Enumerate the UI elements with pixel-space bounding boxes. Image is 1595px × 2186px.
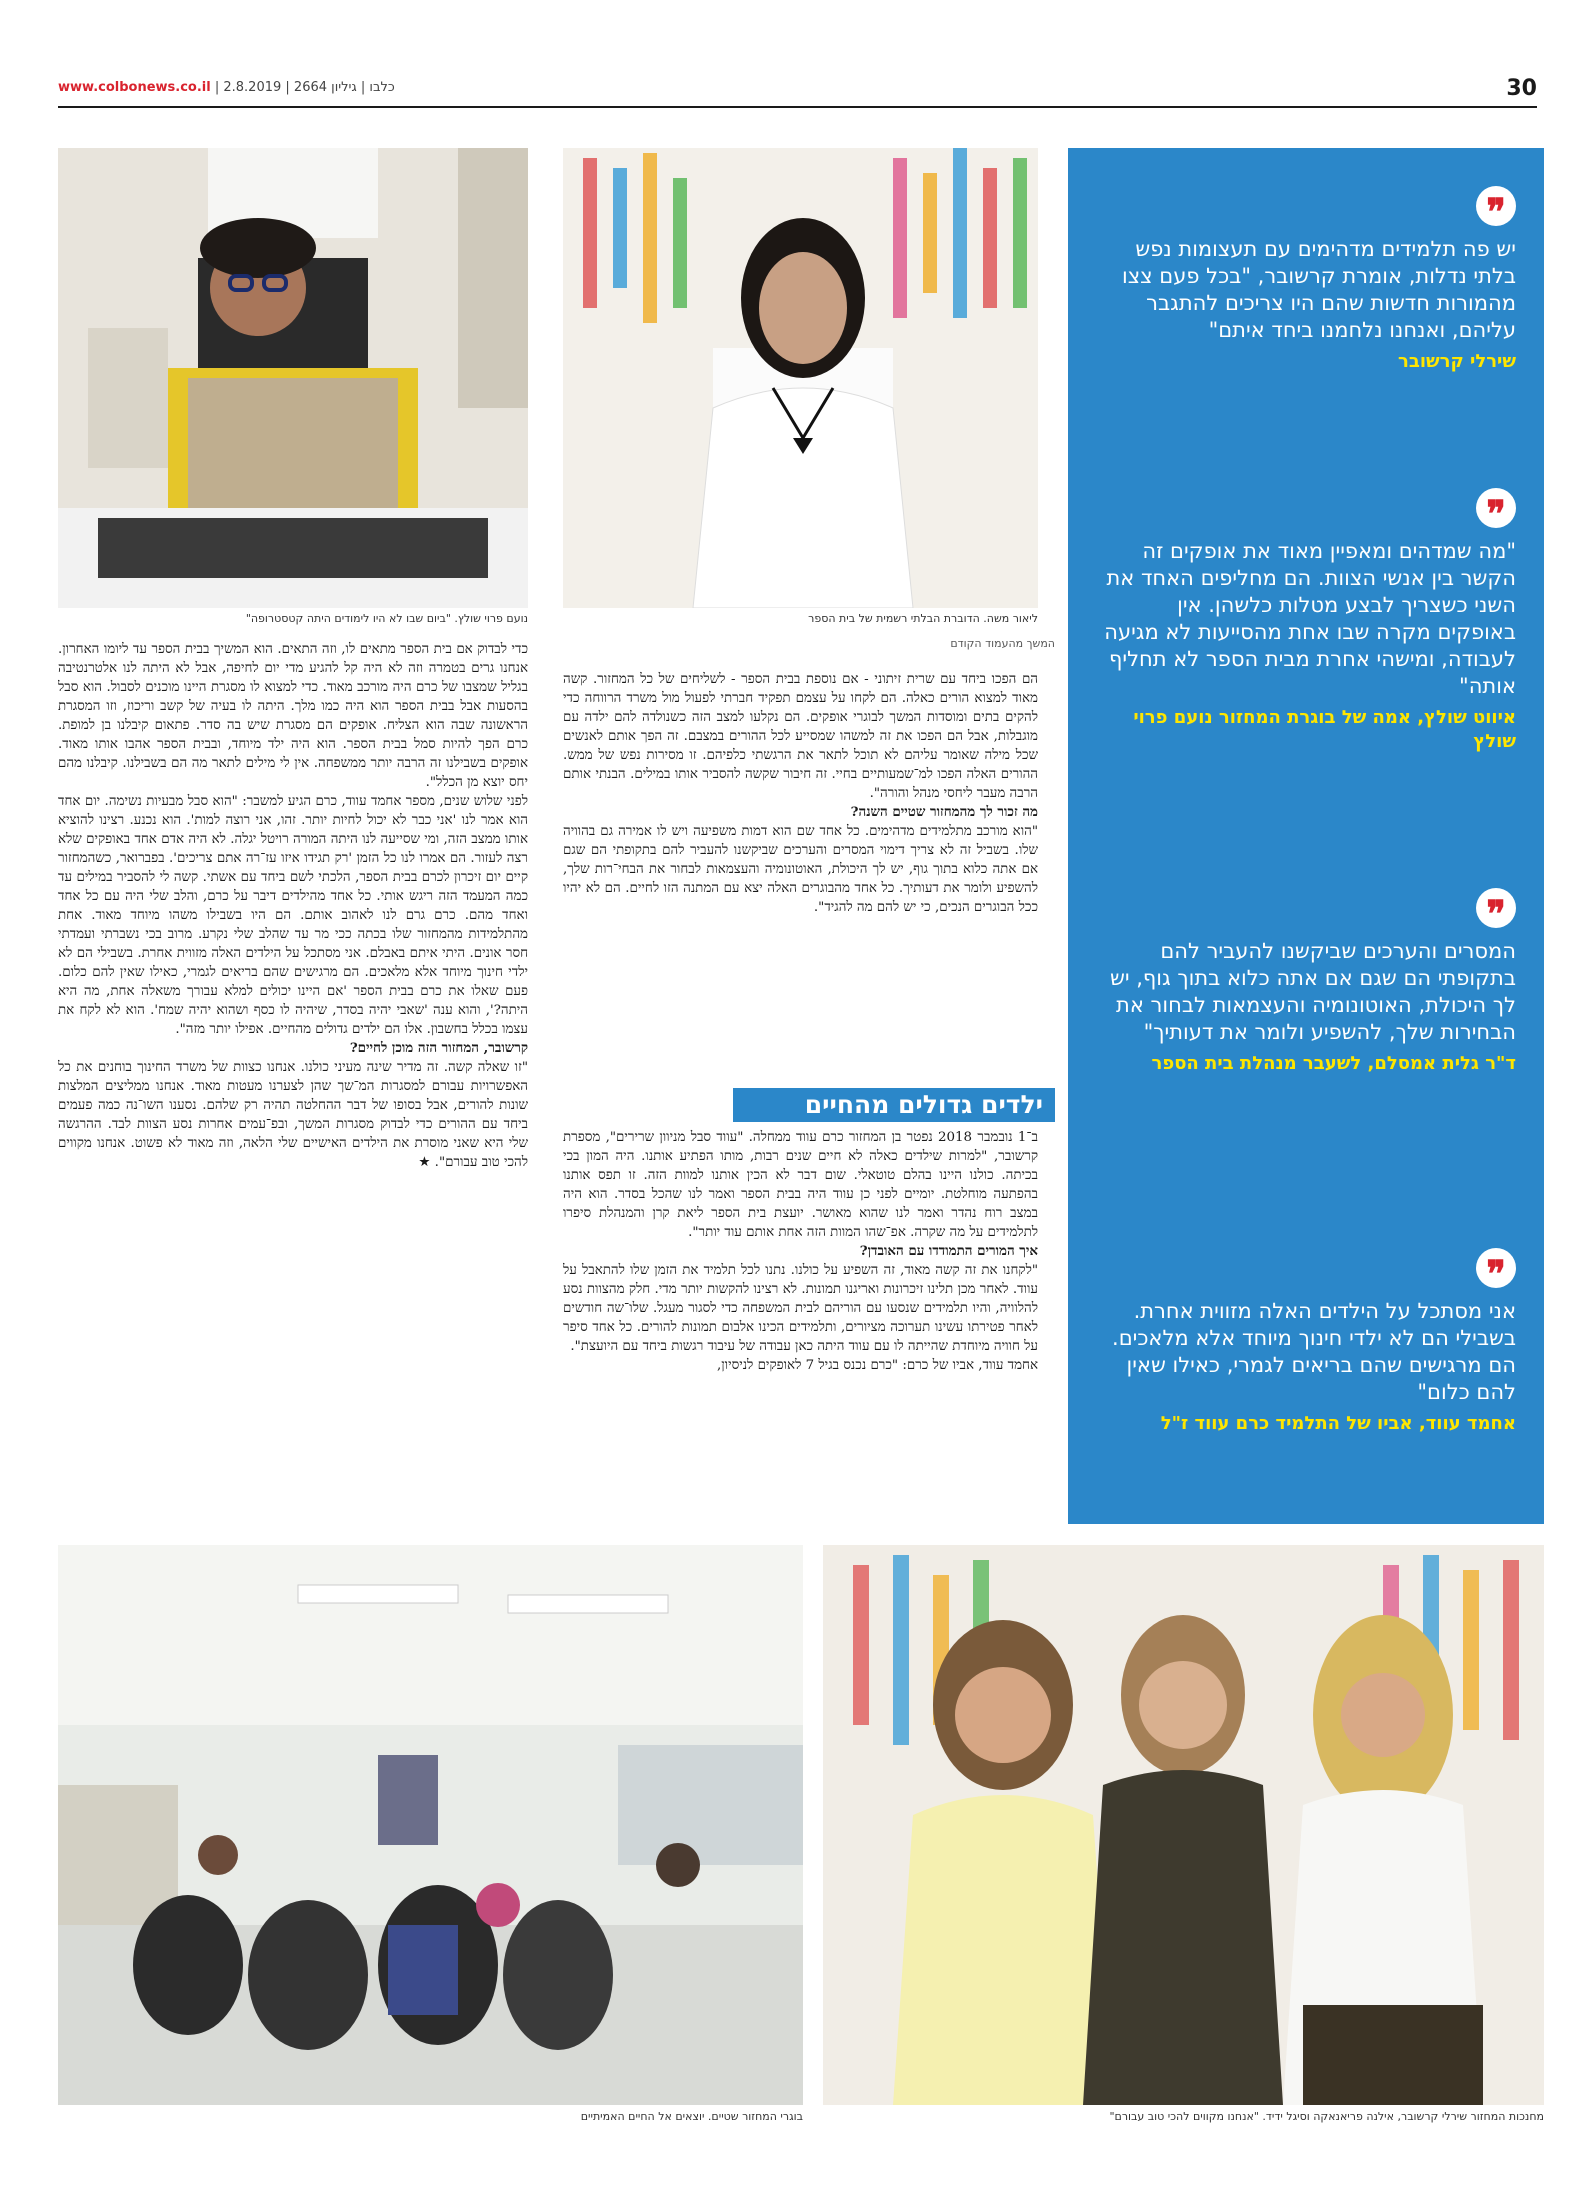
quote-mark-icon: ❞ bbox=[1476, 186, 1516, 226]
article-column-left bbox=[58, 640, 528, 1528]
paragraph: כדי לבדוק אם בית הספר מתאים לו, וזה התאים. הוא המשיך בבית הספר עד ליומו האחרון. אנחנו גרים בטמרה וזה לא היה קל להגיע מדי יום לחיפה, אבל לא היתה לנו אלטרנטיבה בגליל שמצבו של כרם היה מורכב מאוד. כדי למצוא לו מסגרת היינו מוכנים לסבול. הוא סבל בהסעות אבל בבית הספר הוא היה כמו מלך. היתה לו בעיה של קשב וריכוז, וזו המסגרת הראשונה שבה הוא הצליח. אופקים הם מסגרת שיש בה סדר. פתאום קיבלנו בן למופת. כרם הפך להיות סמל בבית הספר. הוא היה ילד מיוחד, ובבית הספר אהבו אותו מאוד. אופקים בשבילנו זה הרבה יותר ממשפחה. אין לי מילים לתאר מה הם בשבילנו. קיבלנו מהם יחס יוצא מן הכלל". bbox=[58, 642, 528, 790]
paragraph: "זו שאלה קשה. זה מדיר שינה מעיני כולנו. אנחנו כצוות של משרד החינוך בוחנים את כל האפשרויות עבורם למסגרות המ־שך שהן לצערנו מעטות מאוד. אנחנו ממליצים המלצות שונות להורים, אבל בסופו של דבר ההחלטה תהיה רק שלהם. נסענו השו־נה כמה פעמים ביחד עם ההורים כדי לבדוק מסגרות המשך, ובפ־עמים אחרות נסע הצוות לבד. ההרגשה שלי היא שאני מוסרת את הילדים האישיים שלי הלאה, וזה מאוד לא פשוט. אנחנו מקווים להכי טוב עבורם". ★ bbox=[58, 1060, 528, 1170]
pull-quote bbox=[1096, 186, 1516, 374]
article-column-middle bbox=[563, 670, 1038, 1090]
photo-teachers bbox=[823, 1545, 1544, 2105]
quote-mark-icon: ❞ bbox=[1476, 488, 1516, 528]
pull-quote bbox=[1096, 888, 1516, 1076]
quote-author: איווט שולץ, אמה של בוגרת המחזור נועם פרוי שולץ bbox=[1133, 707, 1516, 752]
page-number: 30 bbox=[1506, 76, 1537, 101]
interview-question: מה זכור לך מהמחזור שטיים השנה? bbox=[850, 804, 1038, 820]
pull-quote bbox=[1096, 1248, 1516, 1436]
caption-bottom-right: מחנכות המחזור שירלי קרשובר, אילנה פריאנאקה וסיגל ידיד. "אנחנו מקווים להכי טוב עבורם" bbox=[1109, 2110, 1544, 2123]
paragraph: "לקחנו את זה קשה מאוד, זה השפיע על כולנו. נתנו לכל תלמיד את הזמן שלו להתאבל על עווד. לאחר מכן תלינו זיכרונות ואריגנו תמונות. לא רצינו להקשות יותר מדי. חלק מהצוות נסע להלוויה, והיו תלמידים שנסעו עם הוריהם לבית המשפחה כדי לסגור מעגל. שלו־שה חודשים לאחר פטירתו עשינו תערוכה מציורים, ותלמידים הכינו אלבום תמונות להורים. כל אחד סיפר על חוויה מיוחדת שהייתה לו עם עווד היתה כאן עבודה של עיבוד רגשות ביחד עם היועצת". bbox=[563, 1263, 1038, 1354]
photo-student-weaving bbox=[58, 148, 528, 608]
article-column-middle-continued bbox=[563, 1128, 1038, 1528]
continued-note: המשך מהעמוד הקודם bbox=[950, 637, 1055, 650]
quotes-panel bbox=[1068, 148, 1544, 1524]
quote-author: אחמד עווד, אביו של התלמיד כרם עווד ז"ל bbox=[1160, 1413, 1516, 1434]
site-url[interactable]: www.colbonews.co.il bbox=[58, 80, 211, 95]
caption-bottom-left: בוגרי המחזור שטיים. יוצאים אל החיים האמיתיים bbox=[580, 2110, 803, 2123]
quote-author: שירלי קרשובר bbox=[1398, 351, 1516, 372]
quote-text: יש פה תלמידים מדהימים עם תעצומות נפש בלתי נדלות, אומרת קרשובר, "בכל פעם צצו מהמורות חדשות שהם היו צריכים להתגבר עליהם, ואנחנו נלחמנו ביחד איתם" bbox=[1121, 237, 1516, 342]
quote-author: ד"ר גלית אמסלם, לשעבר מנהלת בית הספר bbox=[1151, 1053, 1516, 1074]
quote-text: אני מסתכל על הילדים האלה מזווית אחרת. בשבילי הם לא ילדי חינוך מיוחד אלא מלאכים. הם מרגישים שהם בריאים לגמרי, כאילו שאין להם כלום" bbox=[1112, 1299, 1516, 1404]
paragraph: ב־1 נובמבר 2018 נפטר בן המחזור כרם עווד ממחלה. "עווד סבל מניוון שרירים", מספרת קרשובר, "למרות שילדים כאלה לא חיים שנים רבות, מותו הפתיע אותנו. היה המון בכי בכיתה. כולנו היינו בהלם טוטאלי. שום דבר לא הכין אותנו למוות הזה. זו תפס אותנו בהפתעה מוחלטת. יומיים לפני כן עווד היה בבית הספר ואמר לנו שהכל בסדר. הוא היה במצב רוח נהדר ואמר לנו שהוא מאושר. יועצת בית הספר ליאת קרן והמנהלת סיפרו לתלמידים על מה שקרה. אפ־שהו המוות הזה אחת אותם עוד יותר". bbox=[563, 1130, 1038, 1240]
paragraph: הם הפכו ביחד עם שרית זיתוני - אם נוספת בבית הספר - לשליחים של כל המחזור. קשה מאוד למצוא הורים כאלה. הם לקחו על עצמם תפקיד חברתי לפעול מול משרד הרווחה כדי להקים בתים ומוסדות המשך לבוגרי אופקים. הם נקלעו למצב הזה כשנולדה להם ילדה עם מוגבלות, אבל הם הפכו את זה למשהו שמסייע לכל ההורים במצבם. זה הפך אותם לאנשים שכל מילה שאומר עליהם לא תוכל לתאר את הרגשתי כלפיהם. זו מסירות נפש של ממש. ההורים האלה הפכו למ־שמעותיים בחיי. זה חיבור שקשה להסביר אותו במילים. הבנתי אותם הרבה מעבר ליחסי מנהל והורה". bbox=[563, 672, 1038, 801]
quote-text: המסרים והערכים שביקשנו להעביר להם בתקופתי הם שגם אם אתה כלוא בתוך גוף, יש לך היכולת, האוטונומיה והעצמאות לבחור את הבחירות שלך, להשפיע ולומר את דעותיך" bbox=[1109, 939, 1516, 1044]
paragraph: אחמד עווד, אביו של כרם: "כרם נכנס בגיל 7 לאופקים לניסיון, bbox=[716, 1358, 1038, 1373]
interview-question: איך המורים התמודדו עם האובדן? bbox=[859, 1243, 1038, 1259]
issue-info: | כלבו | גיליון 2664 | 2.8.2019 bbox=[214, 80, 395, 95]
caption-top-middle: ליאור משה. הדוברת הבלתי רשמית של בית הספר bbox=[808, 612, 1038, 625]
quote-mark-icon: ❞ bbox=[1476, 1248, 1516, 1288]
header-divider bbox=[58, 106, 1537, 108]
interview-question: קרשובר, המחזור הזה מוכן לחיים? bbox=[349, 1040, 528, 1056]
section-headline: ילדים גדולים מהחיים bbox=[733, 1088, 1055, 1122]
photo-student-portrait bbox=[563, 148, 1038, 608]
caption-top-left: נועם פרוי שולץ. "ביום שבו לא היו לימודים היתה קטסטרופה" bbox=[245, 612, 528, 625]
pull-quote bbox=[1096, 488, 1516, 754]
page-header-info bbox=[58, 80, 395, 95]
paragraph: לפני שלוש שנים, מספר אחמד עווד, כרם הגיע למשבר: "הוא סבל מבעיות נשימה. יום אחד הוא אמר לנו 'אני כבר לא יכול לחיות יותר. זהו, אני רוצה למות'. הוא נכנע. רצינו להוציא אותו ממצב הזה, ומי שסייעה לנו היתה המורה רויטל יגלה. לא היה אדם אחד באופקים שלא רצה לעזור. הם אמרו לנו כל הזמן 'רק תגידו איזו עז־רה אתם צריכים'. בפברואר, כשהמחזור קיים יום זיכרון לכרם בבית הספר, הלכתי לשם ביחד עם אשתי. קשה לי להסביר במילים עד כמה המעמד הזה ריגש אותי. כל אחד מהילדים דיבר על כרם, והלב שלי היה עם כל אחד ואחד מהם. כרם גרם לנו לאהוב אותם. הם היו בשבילו משהו מיוחד מאוד. אחת מהתלמידות מהמחזור שלו בכתה ככי מר עד שהלב שלי נקרע. מרוב בכי נשברתי ועמדתי חסר אונים. היתי איתם באבלם. אני מסתכל על הילדים האלה מזווית אחרת. בשבילי הם לא ילדי חינוך מיוחד אלא מלאכים. הם מרגישים שהם בריאים לגמרי, כאילו שאין להם כלום. פעם שאלו את כרם בבית הספר 'אם היינו יכולים למלא עבורך משאלה אחת, מה היא היתה?', והוא ענה 'שאבי יהיה בסדר, שיהיה לו כסף ושהוא יהיה שמח'. הוא לא לקח את עצמו בכלל בחשבון. אלו הם ילדים גדולים מהחיים. אפילו יותר מזה". bbox=[58, 794, 528, 1037]
photo-graduates-classroom bbox=[58, 1545, 803, 2105]
paragraph: "הוא מורכב מתלמידים מדהימים. כל אחד שם הוא דמות משפיעה ויש לו אמירה גם בהוויה שלו. בשביל זה לא צריך דימוי המסרים והערכים שביקשנו להעביר להם בתקופתי הם שגם אם אתה כלוא בתוך גוף, יש לך היכולת, האוטונומיה והעצמאות לבחור את הבחי־רות שלך, להשפיע ולומר את דעותיך. כל אחד מהבוגרים האלה יצא עם המתנה הזו לחיים. הם לא יהיו ככל הבוגרים הנכים, כי יש להם מה להגיד". bbox=[563, 824, 1038, 915]
quote-mark-icon: ❞ bbox=[1476, 888, 1516, 928]
quote-text: "מה שמדהים ומאפיין מאוד את אופקים זה הקשר בין אנשי הצוות. הם מחליפים האחד את השני כשצריך לבצע מטלות כלשהן. אין באופקים מקרה שבו אחת מהסייעות לא מגיעה לעבודה, ומישהי אחרת מבית הספר לא תחליף אותה" bbox=[1104, 539, 1516, 698]
